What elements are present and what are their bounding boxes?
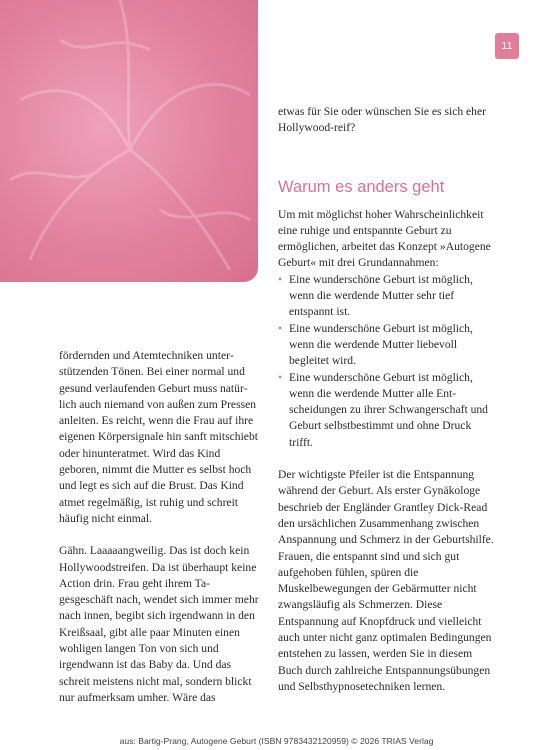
- list-item: • Eine wunderschöne Geburt ist möglich, wenn die werdende Mutter alle Entscheidungen zu ihrer Schwangerschaft und Geburt selbstbestimmt und ohne Druck trifft.: [278, 370, 498, 451]
- right-column: [278, 104, 498, 695]
- left-column: [59, 348, 259, 706]
- list-item: • Eine wunderschöne Geburt ist möglich, wenn die werdende Mutter liebevoll begleitet wird.: [278, 321, 498, 370]
- section-heading: Warum es anders geht: [278, 177, 445, 196]
- lead-paragraph: Um mit möglichst hoher Wahrscheinlichkeit eine ruhige und entspannte Geburt zu ermöglichen, arbeitet das Konzept »Autogene Geburt« mit drei Grundannahmen:: [278, 207, 491, 270]
- closing-paragraph: Der wichtigste Pfeiler ist die Entspannung während der Geburt. Als erster Gynäkologe beschrieb der Engländer Grantley Dick-Read den ursächlichen Zusammenhang zwischen Anspannung und Schmerz in der Geburtshilfe. Frauen, die entspannt sind und sich gut aufgehoben fühlen, spüren die Muskelbewegungen der Gebärmutter nicht zwangsläufig als Schmerzen. Diese Entspannung auf Knopfdruck und vielleicht auch unter nicht ganz optimalen Bedingungen entstehen zu lassen, werden Sie in diesem Buch durch zahlreiche Entspannungsübungen und Selbsthypnosetechniken lernen.: [278, 468, 494, 693]
- paragraph: Gähn. Laaaaangweilig. Das ist doch kein Hollywoodstreifen. Da ist überhaupt keine Action drin. Frau geht ihrem Tagesgeschäft nach, wendet sich immer mehr nach innen, begibt sich irgendwann in den Kreißsaal, gibt alle paar Minuten einen wohligen langen Ton von sich und irgendwann ist das Baby da. Und das schreit meistens nicht mal, sondern blickt nur aufmerksam umher. Wäre das: [59, 544, 259, 704]
- list-item: • Eine wunderschöne Geburt ist möglich, wenn die werdende Mutter sehr tief entspannt ist.: [278, 272, 498, 321]
- bullet-list: [278, 272, 498, 451]
- paragraph: fördernden und Atemtechniken unterstützenden Tönen. Bei einer normal und gesund verlaufenden Geburt muss natürlich auch niemand von außen zum Pressen anleiten. Es reicht, wenn die Frau auf ihre eigenen Körpersignale hin sanft mitschiebt oder hinunteratmet. Wird das Kind geboren, nimmt die Mutter es selbst hoch und legt es sich auf die Brust. Das Kind atmet regelmäßig, ist ruhig und schreit häufig nicht einmal.: [59, 349, 258, 525]
- decorative-pink-image: [0, 0, 258, 282]
- source-footer: aus: Bartig-Prang, Autogene Geburt (ISBN 9783432120959) © 2026 TRIAS Verlag: [119, 736, 434, 746]
- floral-pattern: [0, 0, 258, 282]
- page-number: 11: [501, 40, 513, 52]
- page-number-badge: [495, 33, 519, 59]
- intro-paragraph: etwas für Sie oder wünschen Sie es sich eher Hollywood-reif?: [278, 105, 486, 135]
